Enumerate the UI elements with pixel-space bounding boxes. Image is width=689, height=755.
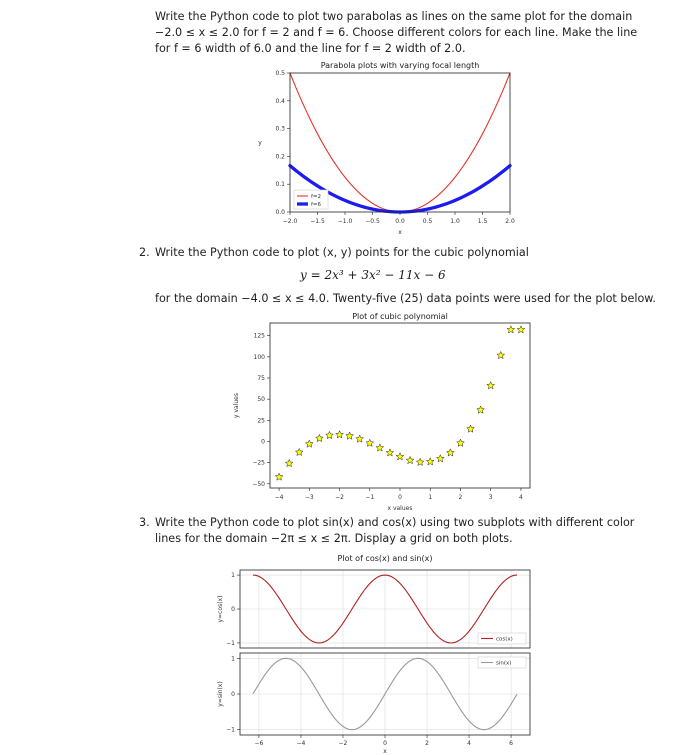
x-tick-label: 3 (488, 494, 493, 501)
y-tick-label: 50 (257, 396, 265, 404)
x-tick-label: 1 (428, 494, 433, 501)
x-tick-label: 2 (425, 740, 429, 747)
y-axis-label-cos: y=cos(x) (217, 595, 224, 623)
x-tick-label: −2.0 (282, 218, 298, 225)
y-tick-label: −1 (226, 639, 235, 647)
legend-label-1: f=2 (311, 194, 322, 200)
y-tick-label: 1 (231, 572, 235, 580)
x-tick-label: −4 (274, 494, 284, 501)
x-tick-label: −0.5 (365, 218, 380, 225)
x-tick-label: 0.0 (395, 218, 405, 225)
question-3-number: 3. (139, 516, 150, 529)
question-1-line-1: Write the Python code to plot two parabolas as lines on the same plot for the domain (155, 10, 633, 23)
x-tick-label: 2.0 (505, 218, 515, 225)
y-tick-label: 0.0 (275, 209, 285, 216)
legend-label-2: f=6 (311, 202, 322, 208)
x-tick-label: −1.5 (310, 218, 325, 225)
x-tick-label: 0 (398, 494, 402, 501)
y-tick-label: 0.1 (275, 181, 285, 189)
x-axis-label: x values (387, 505, 413, 512)
question-1-line-3: for f = 6 width of 6.0 and the line for f = 2 width of 2.0. (155, 42, 466, 55)
question-3-line-2: lines for the domain −2π ≤ x ≤ 2π. Display a grid on both plots. (155, 532, 513, 545)
y-axis-label: y values (233, 393, 240, 418)
x-tick-label: −2 (335, 494, 344, 501)
y-tick-label: −25 (252, 459, 265, 467)
x-tick-label: −6 (254, 740, 264, 747)
y-tick-label: 0.4 (275, 97, 285, 105)
legend-label-cos: cos(x) (496, 636, 513, 643)
chart-title: Plot of cos(x) and sin(x) (337, 554, 433, 563)
x-tick-label: −4 (296, 740, 306, 747)
x-tick-label: 1.0 (450, 218, 460, 225)
y-tick-label: 0 (231, 606, 235, 613)
x-axis-label: x (383, 748, 387, 755)
question-2-number: 2. (139, 246, 150, 259)
x-tick-label: 4 (519, 494, 523, 501)
x-tick-label: 4 (467, 740, 471, 747)
question-1-line-2: −2.0 ≤ x ≤ 2.0 for f = 2 and f = 6. Choose different colors for each line. Make the line (155, 26, 638, 39)
y-tick-label: −1 (226, 726, 235, 734)
x-tick-label: 0 (383, 740, 387, 747)
chart-title: Plot of cubic polynomial (352, 312, 448, 321)
x-tick-label: −2 (338, 740, 348, 747)
y-tick-label: 1 (231, 655, 235, 663)
question-3-line-1: Write the Python code to plot sin(x) and cos(x) using two subplots with different color (155, 516, 635, 529)
y-axis-label-sin: y=sin(x) (217, 681, 224, 707)
y-tick-label: 0.2 (275, 153, 285, 161)
x-tick-label: 1.5 (477, 218, 488, 225)
question-2-line-1: Write the Python code to plot (x, y) points for the cubic polynomial (155, 246, 529, 259)
legend-label-sin: sin(x) (496, 660, 512, 667)
x-tick-label: −1.0 (337, 218, 353, 225)
x-axis-label: x (398, 229, 402, 236)
y-tick-label: 0 (231, 691, 235, 698)
y-axis-label: y (258, 139, 262, 147)
x-tick-label: 6 (509, 740, 514, 747)
x-tick-label: −3 (304, 494, 314, 501)
y-tick-label: 0 (261, 438, 265, 446)
x-tick-label: 0.5 (422, 218, 433, 225)
y-tick-label: 0.3 (275, 125, 285, 133)
x-tick-label: −1 (365, 494, 375, 501)
y-tick-label: 125 (253, 332, 265, 340)
y-tick-label: 100 (253, 353, 265, 361)
x-tick-label: 2 (458, 494, 463, 501)
question-2-equation: y = 2x³ + 3x² − 11x − 6 (300, 268, 446, 282)
y-tick-label: 0.5 (275, 70, 285, 77)
y-tick-label: 25 (257, 417, 265, 425)
y-tick-label: −50 (252, 480, 265, 488)
y-tick-label: 75 (257, 375, 265, 382)
question-2-domain: for the domain −4.0 ≤ x ≤ 4.0. Twenty-five (25) data points were used for the plot below. (155, 292, 656, 305)
chart-title: Parabola plots with varying focal length (320, 61, 480, 70)
